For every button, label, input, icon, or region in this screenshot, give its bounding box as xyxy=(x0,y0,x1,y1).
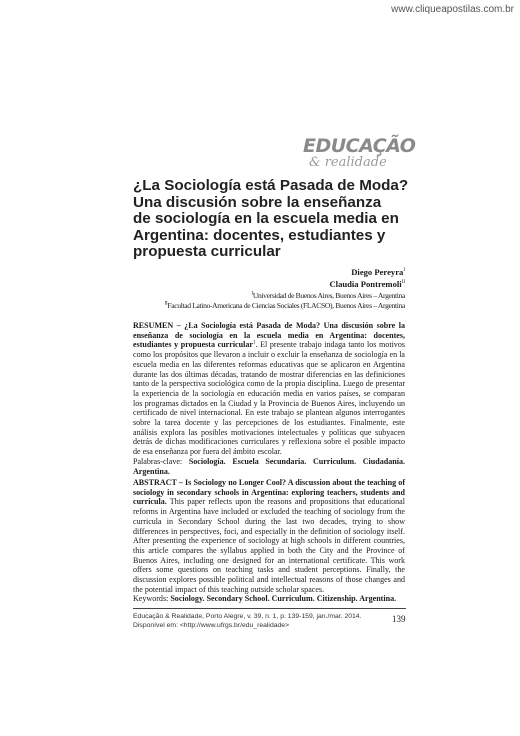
citation-line: Educação & Realidade, Porto Alegre, v. 39, n. 1, p. 139-159, jan./mar. 2014. xyxy=(133,613,362,620)
resumen-body: . El presente trabajo indaga tanto los motivos como los propósitos que llevaron a incluir o excluir la enseñanza de sociología en la escuela media en las diferentes reformas educativas que se aplicaron en Argentina durante las dos últimas décadas, tratando de mostrar diferencias en las definiciones tanto de la perspectiva sociológica como de la propia disciplina. Luego de presentar la experiencia de la sociología en educación media en varios países, se comparan los programas dictados en la Ciudad y la Provincia de Buenos Aires, incluyendo un certificado de nivel internacional. En este trabajo se plantean algunos interrogantes sobre la tarea docente y las percepciones de los estudiantes. Finalmente, este análisis explora las posibles motivaciones intelectuales y políticas que subyacen detrás de dichas modificaciones curriculares y reflexiona sobre el posible impacto de esa enseñanza por fuera del ámbito escolar. xyxy=(133,340,405,457)
affil-text: Facultad Latino-Americana de Ciencias Sociales (FLACSO), Buenos Aires – Argentina xyxy=(167,301,405,310)
logo-subword: & realidade xyxy=(309,155,387,170)
watermark-url[interactable]: www.cliqueapostilas.com.br xyxy=(391,4,514,15)
page-number: 139 xyxy=(392,614,406,624)
author xyxy=(329,279,405,291)
availability-line[interactable]: Disponível em: <http://www.ufrgs.br/edu_realidade> xyxy=(133,622,290,629)
author-name: Diego Pereyra xyxy=(351,267,404,277)
logo-wordmark: EDUCAÇÃO xyxy=(303,135,416,157)
footer-rule xyxy=(133,608,406,609)
title-line: de sociología en la escuela media en xyxy=(133,210,399,227)
author-list xyxy=(329,267,405,290)
abstract-body: This paper reflects upon the reasons and propositions that educational reforms in Argentina have included or excluded the teaching of sociology from the curricula in Secondary School during the last two decades, trying to show differences in perspectives, foci, and especially in the definition of sociology itself. After presenting the experience of sociology at high schools in different countries, this article compares the syllabus applied in both the City and the Province of Buenos Aires, including one designed for an international certificate. This work offers some questions on teaching tasks and student perceptions. Finally, the discussion explores possible political and intellectual reasons of those changes and the potential impact of this teaching outside scholar spaces. xyxy=(133,497,405,594)
keywords-values: Sociology. Secondary School. Curriculum. Citizenship. Argentina. xyxy=(170,594,397,604)
abstract-lead: ABSTRACT – Is Sociology no Longer Cool? A discussion about the teaching of sociology in secondary schools in Argentina: exploring teachers, students and curricula. xyxy=(133,478,405,507)
author-affil-marker: II xyxy=(401,279,405,285)
resumen-lead: RESUMEN – ¿La Sociología está Pasada de Moda? Una discusión sobre la enseñanza de sociología en la escuela media en Argentina: docentes, estudiantes y propuesta curricular xyxy=(133,321,405,350)
affil-text: Universidad de Buenos Aires, Buenos Aires – Argentina xyxy=(252,291,405,300)
journal-logo xyxy=(303,135,416,173)
title-line: Argentina: docentes, estudiantes y xyxy=(133,226,386,244)
affiliation xyxy=(165,301,405,311)
keywords-label: Keywords: xyxy=(133,594,171,604)
author-affil-marker: I xyxy=(403,268,405,274)
keywords-label: Palabras-clave: xyxy=(133,456,189,466)
title-line: ¿La Sociología está Pasada de Moda? xyxy=(133,177,409,194)
affil-marker: II xyxy=(164,301,168,307)
affiliation-list xyxy=(165,291,405,311)
resumen-paragraph xyxy=(133,321,405,476)
footnote-marker[interactable]: 1 xyxy=(252,340,256,346)
title-line: Una discusión sobre la enseñanza xyxy=(133,193,382,211)
article-title xyxy=(133,178,413,261)
abstract-paragraph xyxy=(133,478,405,604)
author xyxy=(329,267,405,279)
footer-citation xyxy=(133,612,361,630)
affil-marker: I xyxy=(251,291,253,297)
keywords-values: Sociología. Escuela Secundaria. Curriculum. Ciudadanía. Argentina. xyxy=(133,456,405,476)
title-line: propuesta curricular xyxy=(133,243,281,260)
author-name: Claudia Pontremoli xyxy=(329,278,402,289)
affiliation xyxy=(165,291,405,301)
